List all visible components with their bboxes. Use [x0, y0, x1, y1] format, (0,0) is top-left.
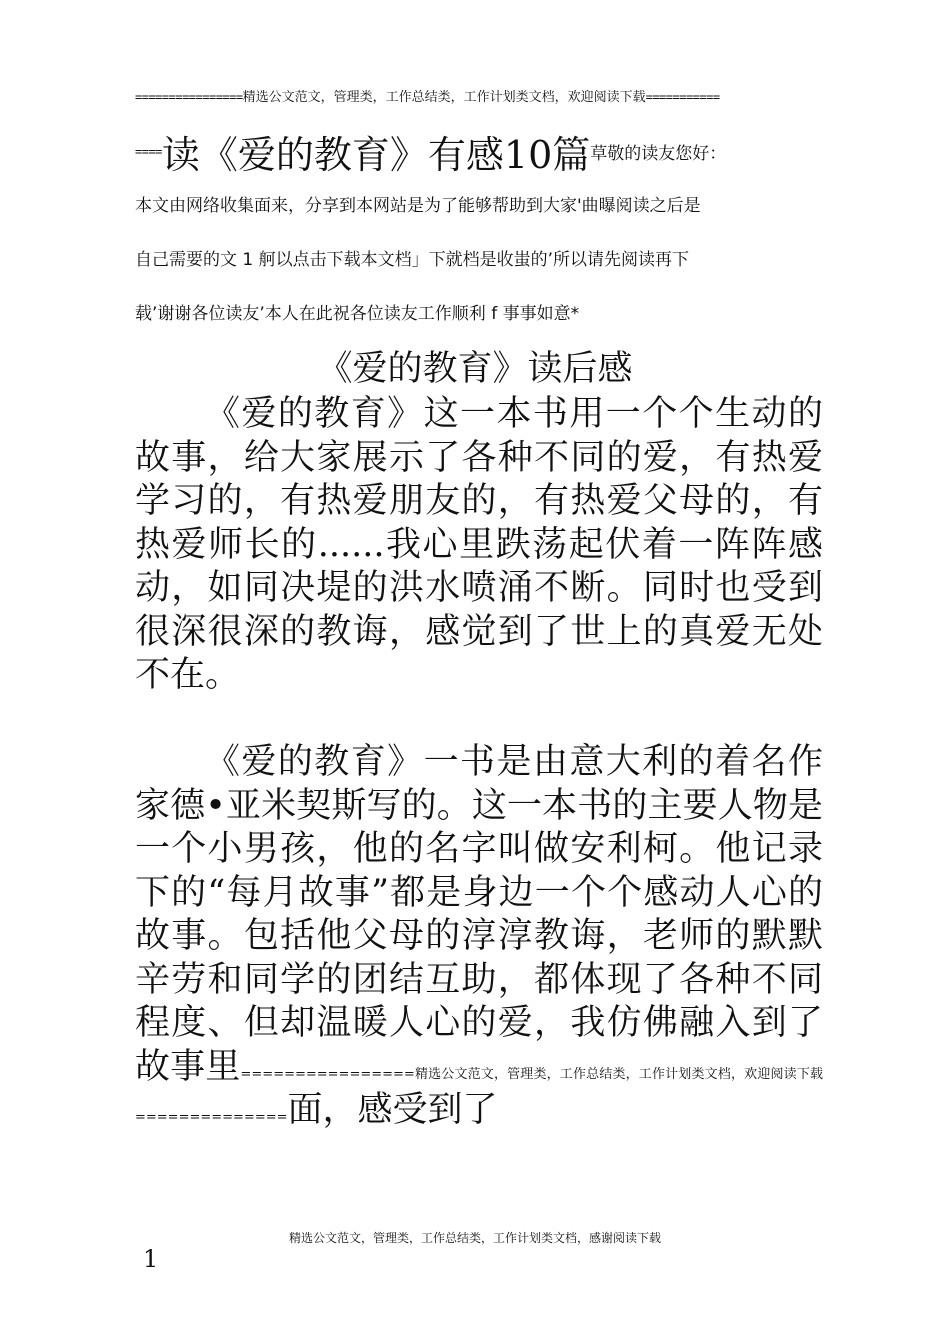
inline-banner: ================精选公文范文，管理类，工作总结类，工作计划类文档，欢迎阅读下载============== — [135, 1066, 823, 1125]
title-prefix: ==== — [135, 144, 162, 159]
document-title: 读《爱的教育》有感10篇 — [161, 133, 591, 177]
intro-line-3: 载’谢谢各位读友’本人在此祝各位读友工作顺利 f 事事如意* — [135, 304, 580, 324]
paragraph-1: 《爱的教育》这一本书用一个个生动的故事，给大家展示了各种不同的爱，有热爱学习的，有热爱朋友的，有热爱父母的，有热爱师长的......我心里跌荡起伏着一阵阵感动，如同决堤的洪水喷涌不断。同时也受到很深很深的教诲，感觉到了世上的真爱无处不在。 — [135, 394, 823, 695]
banner-text: 精选公文范文，管理类，工作总结类，工作计划类文档，欢迎阅读下载 — [242, 90, 646, 105]
intro-line-2: 自己需要的文 1 舸以点击下载本文档」下就档是收蚩的’所以请先阅读再下 — [135, 250, 690, 270]
title-line — [135, 124, 726, 179]
article-heading: 《爱的教育》读后感 — [317, 349, 633, 389]
paragraph-2-end: 面，感受到了 — [287, 1090, 498, 1130]
intro-line-1: 本文由网络收集面来，分享到本网站是为了能够帮助到大家'曲曝阅读之后是 — [135, 196, 701, 216]
banner-separator-left: ================ — [135, 90, 243, 104]
banner-separator-right: =========== — [645, 90, 720, 104]
page-footer: 精选公文范文，管理类，工作总结类，工作计划类文档，感谢阅读下载 — [288, 1231, 661, 1245]
paragraph-2 — [135, 741, 823, 1133]
header-banner — [135, 86, 720, 105]
paragraph-2-start: 《爱的教育》一书是由意大利的着名作家德•亚米契斯写的。这一本书的主要人物是一个小男孩，他的名字叫做安利柯。他记录下的“每月故事”都是身边一个个感动人心的故事。包括他父母的淳淳教诲，老师的默默辛劳和同学的团结互助，都体现了各种不同程度、但却温暖人心的爱，我仿佛融入到了故事里 — [135, 742, 823, 1087]
greeting-text: 草敬的读友您好： — [590, 144, 727, 164]
page-number: 1 — [143, 1245, 159, 1273]
